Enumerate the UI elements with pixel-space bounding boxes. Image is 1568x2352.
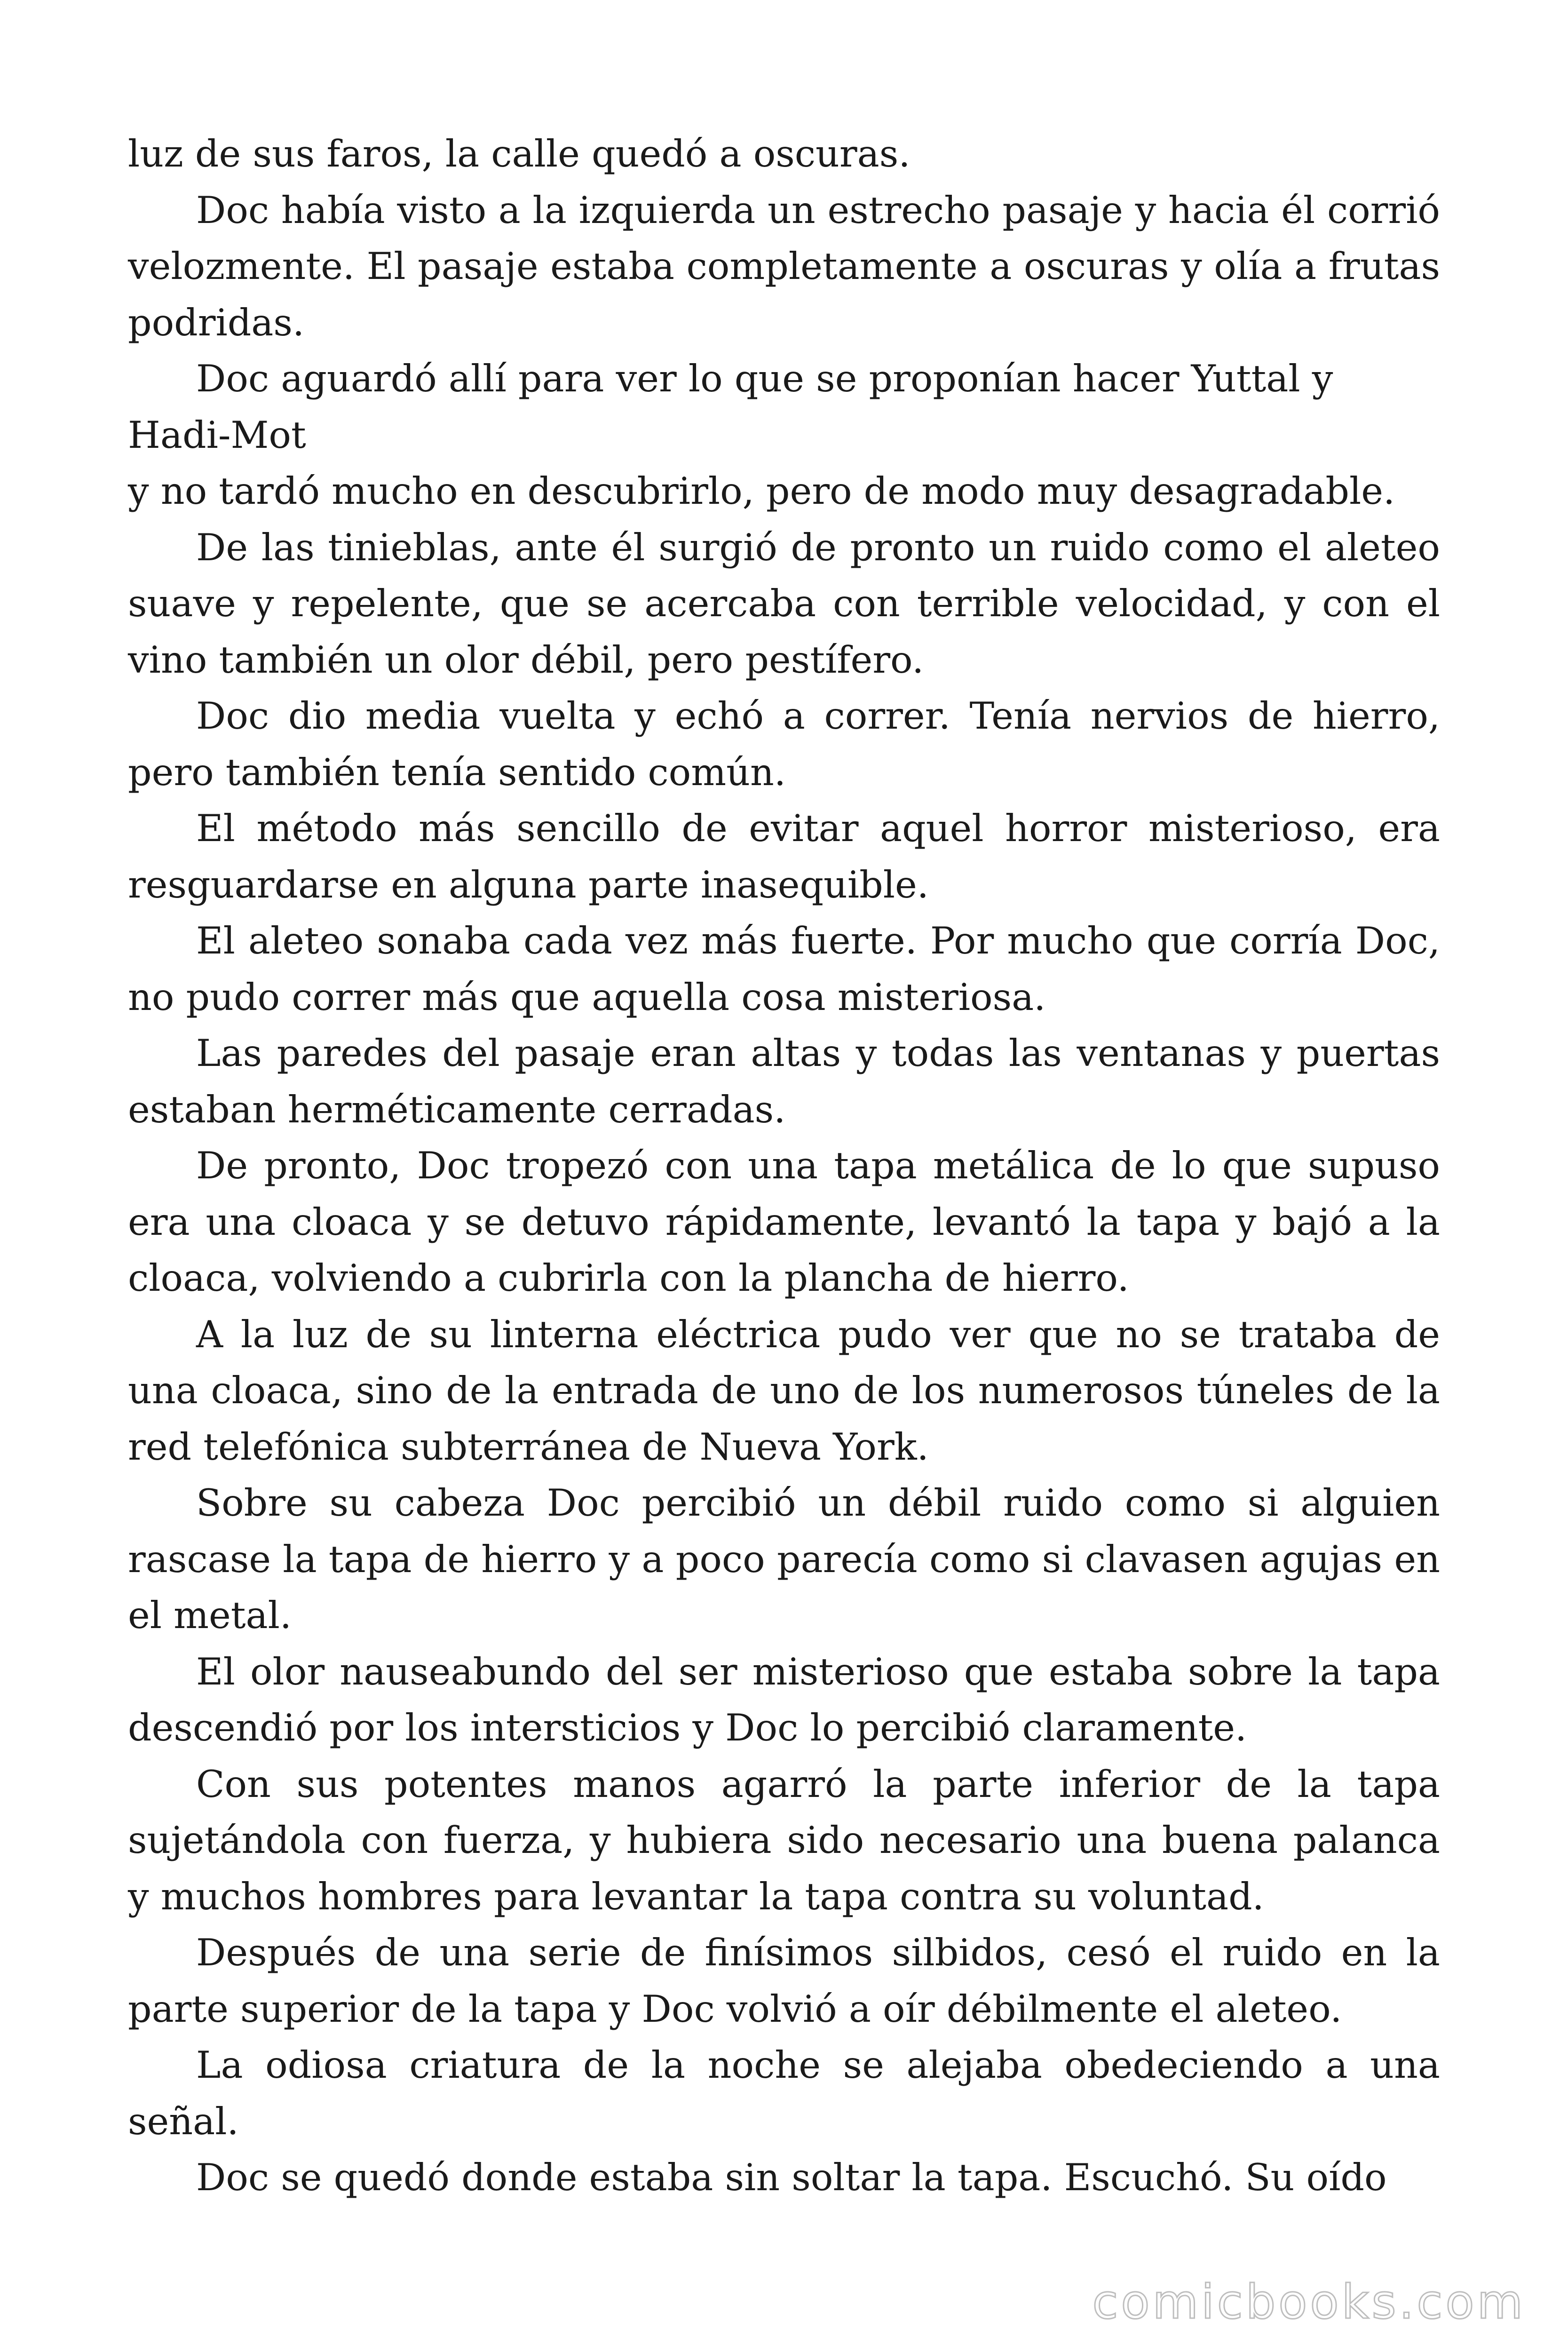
paragraph: La odiosa criatura de la noche se alejaba obedeciendo a una señal.: [128, 2043, 1440, 2143]
paragraph: Doc se quedó donde estaba sin soltar la tapa. Escuchó. Su oído: [196, 2156, 1387, 2199]
page-body-text: [128, 126, 1440, 2206]
paragraph: De pronto, Doc tropezó con una tapa metálica de lo que supuso era una cloaca y se detuvo rápidamente, levantó la tapa y bajó a la cloaca, volviendo a cubrirla con la plancha de hierro.: [128, 1144, 1440, 1300]
paragraph: Sobre su cabeza Doc percibió un débil ruido como si alguien rascase la tapa de hierro y a poco parecía como si clavasen agujas en el metal.: [128, 1481, 1440, 1637]
paragraph: y no tardó mucho en descubrirlo, pero de modo muy desagradable.: [128, 469, 1395, 513]
paragraph: luz de sus faros, la calle quedó a oscuras.: [128, 132, 911, 175]
paragraph: El olor nauseabundo del ser misterioso que estaba sobre la tapa descendió por los intersticios y Doc lo percibió claramente.: [128, 1650, 1440, 1749]
paragraph: El método más sencillo de evitar aquel horror misterioso, era resguardarse en alguna parte inasequible.: [128, 807, 1440, 906]
paragraph: A la luz de su linterna eléctrica pudo ver que no se trataba de una cloaca, sino de la entrada de uno de los numerosos túneles de la red telefónica subterránea de Nueva York.: [128, 1312, 1440, 1469]
paragraph: Doc aguardó allí para ver lo que se proponían hacer Yuttal y Hadi-Mot: [128, 357, 1333, 457]
paragraph: Las paredes del pasaje eran altas y todas las ventanas y puertas estaban herméticamente cerradas.: [128, 1032, 1440, 1131]
paragraph: Después de una serie de finísimos silbidos, cesó el ruido en la parte superior de la tapa y Doc volvió a oír débilmente el aleteo.: [128, 1931, 1440, 2031]
paragraph: Doc dio media vuelta y echó a correr. Tenía nervios de hierro, pero también tenía sentido común.: [128, 694, 1440, 794]
paragraph: Doc había visto a la izquierda un estrecho pasaje y hacia él corrió velozmente. El pasaje estaba completamente a oscuras y olía a frutas podridas.: [128, 188, 1440, 344]
paragraph: Con sus potentes manos agarró la parte inferior de la tapa sujetándola con fuerza, y hubiera sido necesario una buena palanca y muchos hombres para levantar la tapa contra su voluntad.: [128, 1762, 1440, 1918]
paragraph: El aleteo sonaba cada vez más fuerte. Por mucho que corría Doc, no pudo correr más que aquella cosa misteriosa.: [128, 919, 1440, 1019]
paragraph: De las tinieblas, ante él surgió de pronto un ruido como el aleteo suave y repelente, que se acercaba con terrible velocidad, y con el vino también un olor débil, pero pestífero.: [128, 525, 1440, 682]
watermark-logo: comicbooks.com: [1092, 2274, 1526, 2329]
